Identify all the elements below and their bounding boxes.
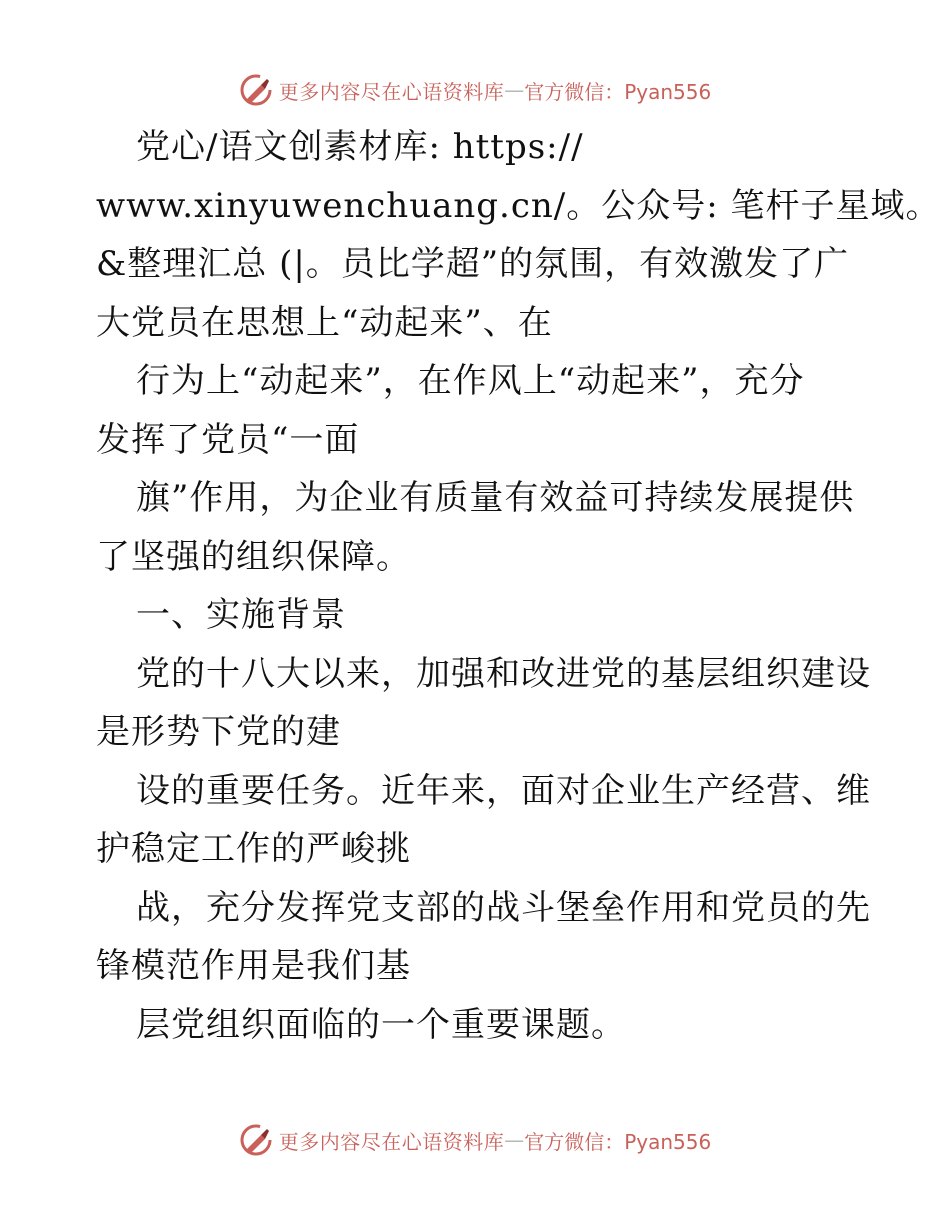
text-line: 锋模范作用是我们基	[96, 946, 411, 986]
text-line: 旗”作用，为企业有质量有效益可持续发展提供	[136, 478, 855, 518]
text-line: 行为上“动起来”，在作风上“动起来”，充分	[136, 361, 805, 401]
banner-separator: —	[504, 1128, 525, 1152]
text-line: 党的十八大以来，加强和改进党的基层组织建设	[136, 653, 871, 694]
document-body	[96, 118, 941, 1054]
text-line: 大党员在思想上“动起来”、在	[96, 302, 553, 343]
text-line: 设的重要任务。近年来，面对企业生产经营、维	[136, 770, 871, 811]
footer-banner	[0, 1120, 950, 1160]
section-heading: 一、实施背景	[136, 595, 346, 635]
text-line: 党心/语文创素材库: https://	[136, 127, 584, 167]
text-line: 发挥了党员“一面	[96, 419, 360, 460]
text-line: 层党组织面临的一个重要课题。	[136, 1004, 626, 1045]
pen-nib-logo-icon	[239, 1123, 273, 1157]
banner-text: 更多内容尽在心语资料库	[278, 79, 505, 104]
text-line: 护稳定工作的严峻挑	[96, 829, 411, 869]
text-line: &整理汇总 (|。员比学超”的氛围，有效激发了广	[96, 244, 850, 284]
text-line: 是形势下党的建	[96, 712, 341, 752]
banner-separator: —	[504, 78, 525, 102]
text-line: www.xinyuwenchuang.cn/。公众号: 笔杆子星域。	[96, 185, 941, 226]
banner-text: 更多内容尽在心语资料库	[278, 1129, 505, 1154]
header-banner	[0, 70, 950, 110]
text-line: 战，充分发挥党支部的战斗堡垒作用和党员的先	[136, 887, 871, 928]
banner-wechat: 官方微信：Pyan556	[524, 79, 712, 104]
text-line: 了坚强的组织保障。	[96, 536, 411, 577]
pen-nib-logo-icon	[239, 73, 273, 107]
banner-wechat: 官方微信：Pyan556	[524, 1129, 712, 1154]
